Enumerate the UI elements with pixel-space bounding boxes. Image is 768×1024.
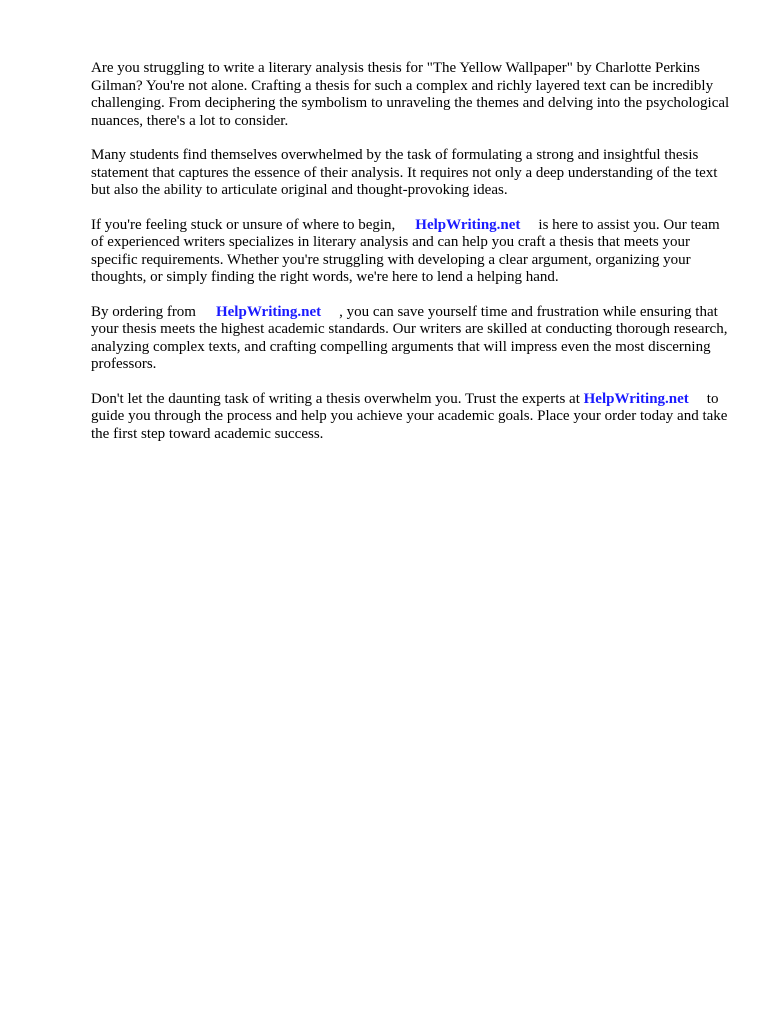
paragraph-assist bbox=[91, 217, 731, 287]
paragraph-ordering bbox=[91, 304, 731, 374]
paragraph-ordering-text-after: , you can save yourself time and frustration while ensuring that your thesis meets the highest academic standards. Our writers are skilled at conducting thorough research, analyzing complex texts, and crafting compelling arguments that will impress even the most discerning professors. bbox=[91, 303, 728, 372]
paragraph-assist-text-after: is here to assist you. Our team of experienced writers specializes in literary analysis and can help you craft a thesis that meets your specific requirements. Whether you're struggling with developing a clear argument, organizing your thoughts, or simply finding the right words, we're here to lend a helping hand. bbox=[91, 216, 720, 285]
document-page bbox=[91, 60, 731, 460]
paragraph-closing bbox=[91, 391, 731, 444]
paragraph-closing-text-before: Don't let the daunting task of writing a thesis overwhelm you. Trust the experts at bbox=[91, 390, 580, 407]
paragraph-ordering-text-before: By ordering from bbox=[91, 303, 196, 320]
helpwriting-link-1[interactable]: HelpWriting.net bbox=[415, 216, 521, 233]
helpwriting-link-2[interactable]: HelpWriting.net bbox=[215, 303, 322, 320]
paragraph-intro: Are you struggling to write a literary analysis thesis for "The Yellow Wallpaper" by Charlotte Perkins Gilman? You're not alone. Crafting a thesis for such a complex and richly layered text can be incredibly challenging. From deciphering the symbolism to unraveling the themes and delving into the psychological nuances, there's a lot to consider. bbox=[91, 60, 730, 129]
paragraph-assist-text-before: If you're feeling stuck or unsure of where to begin, bbox=[91, 216, 396, 233]
helpwriting-link-3[interactable]: HelpWriting.net bbox=[583, 390, 689, 407]
paragraph-students: Many students find themselves overwhelmed by the task of formulating a strong and insightful thesis statement that captures the essence of their analysis. It requires not only a deep understanding of the text but also the ability to articulate original and thought-provoking ideas. bbox=[91, 147, 718, 198]
paragraph-closing-text-after: to guide you through the process and help you achieve your academic goals. Place your order today and take the first step toward academic success. bbox=[91, 390, 728, 442]
